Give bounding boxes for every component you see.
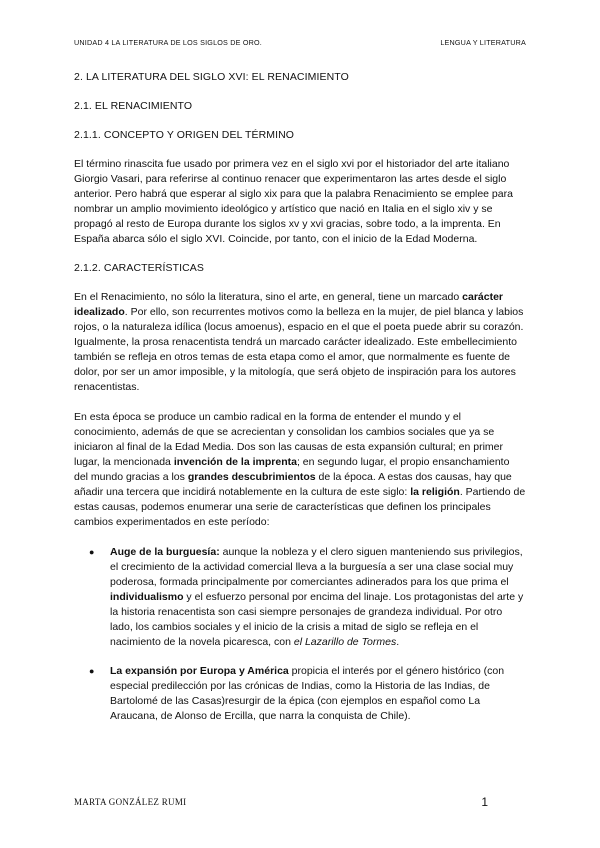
text-run: de la época. A estas dos causas, hay que añadir una tercera que incidirá notablemente en la cultura de este siglo: <box>74 471 512 498</box>
bullet-icon: ● <box>89 547 95 557</box>
idealization-paragraph <box>74 290 526 395</box>
bold-term: individualismo <box>110 591 184 603</box>
bold-term: grandes descubrimientos <box>187 471 316 483</box>
list-item <box>74 545 526 650</box>
text-run: ; en segundo lugar, el propio ensanchamiento del mundo gracias a los <box>74 456 510 483</box>
section-heading-2-1-2: 2.1.2. CARACTERÍSTICAS <box>74 262 204 274</box>
page-number: 1 <box>481 795 488 809</box>
running-header <box>74 38 526 47</box>
bold-term: invención de la imprenta <box>173 456 297 468</box>
text-run: aunque la nobleza y el clero siguen manteniendo sus privilegios, el crecimiento de la actividad comercial lleva a la burguesía a ser una clase social muy poderosa, formada principalmente por comerciantes adinerados para los que prima el <box>110 546 523 588</box>
text-run: . Por ello, son recurrentes motivos como la belleza en la mujer, de piel blanca y labios rojos, o la naturaleza idílica (locus amoenus), espacio en el que el poeta puede abrir su corazón. Igualmente, la prosa renacentista tendrá un marcado carácter idealizado. Este embellecimiento también se refleja en otros temas de esta etapa como el amor, que normalmente es fuente de dolor, por ser un amor imposible, y la mitología, que será objeto de inspiración para los autores renacentistas. <box>74 306 524 393</box>
bold-term: La expansión por Europa y América <box>110 665 289 677</box>
bullet-icon: ● <box>89 666 95 676</box>
characteristics-list <box>74 545 526 724</box>
main-content <box>74 70 526 724</box>
text-run: y el esfuerzo personal por encima del linaje. Los protagonistas del arte y la historia renacentista son casi siempre personajes de grandeza individual. Por otro lado, los cambios sociales y el inicio de la crisis a mitad de siglo se refleja en el nacimiento de la novela picaresca, con <box>110 591 524 648</box>
bold-term: Auge de la burguesía: <box>110 546 220 558</box>
footer-author: MARTA GONZÁLEZ RUMI <box>74 797 187 807</box>
italic-title: el Lazarillo de Tormes <box>293 636 397 648</box>
section-heading-2-1: 2.1. EL RENACIMIENTO <box>74 100 193 112</box>
text-run: . Partiendo de estas causas, podemos enumerar una serie de características que definen los principales cambios experimentados en este período: <box>74 486 526 528</box>
section-heading-2: 2. LA LITERATURA DEL SIGLO XVI: EL RENACIMIENTO <box>74 71 349 83</box>
text-run: En esta época se produce un cambio radical en la forma de entender el mundo y el conocimiento, además de que se acrecientan y consolidan los cambios sociales que ya se iniciaron al final de la Edad Media. Dos son las causas de esta expansión cultural; en primer lugar, la mencionada <box>74 411 503 468</box>
bold-term: carácter idealizado <box>74 291 504 318</box>
list-item <box>74 664 526 724</box>
causes-paragraph <box>74 410 526 530</box>
concept-paragraph: El término rinascita fue usado por primera vez en el siglo xvi por el historiador del arte italiano Giorgio Vasari, para referirse al continuo renacer que experimentaron las artes desde el siglo anterior. Pero habrá que esperar al siglo xix para que la palabra Renacimiento se emplee para nombrar un amplio movimiento ideológico y artístico que nació en Italia en el siglo xiv y se propagó al resto de Europa durante los siglos xv y xvi gracias, sobre todo, a la imprenta. En España abarca sólo el siglo XVI. Coincide, por tanto, con el inicio de la Edad Moderna. <box>74 158 513 245</box>
header-unit-title: UNIDAD 4 LA LITERATURA DE LOS SIGLOS DE ORO. <box>74 38 263 47</box>
section-heading-2-1-1: 2.1.1. CONCEPTO Y ORIGEN DEL TÉRMINO <box>74 129 295 141</box>
text-run: En el Renacimiento, no sólo la literatura, sino el arte, en general, tiene un marcado <box>74 291 463 303</box>
bold-term: la religión <box>410 486 460 498</box>
header-subject: LENGUA Y LITERATURA <box>440 38 526 47</box>
text-run: propicia el interés por el género histórico (con especial predilección por las crónicas de Indias, como la Historia de las Indias, de Bartolomé de las Casas)resurgir de la épica (con ejemplos en español como La Araucana, de Alonso de Ercilla, que narra la conquista de Chile). <box>110 665 505 722</box>
text-run: . <box>396 636 400 648</box>
